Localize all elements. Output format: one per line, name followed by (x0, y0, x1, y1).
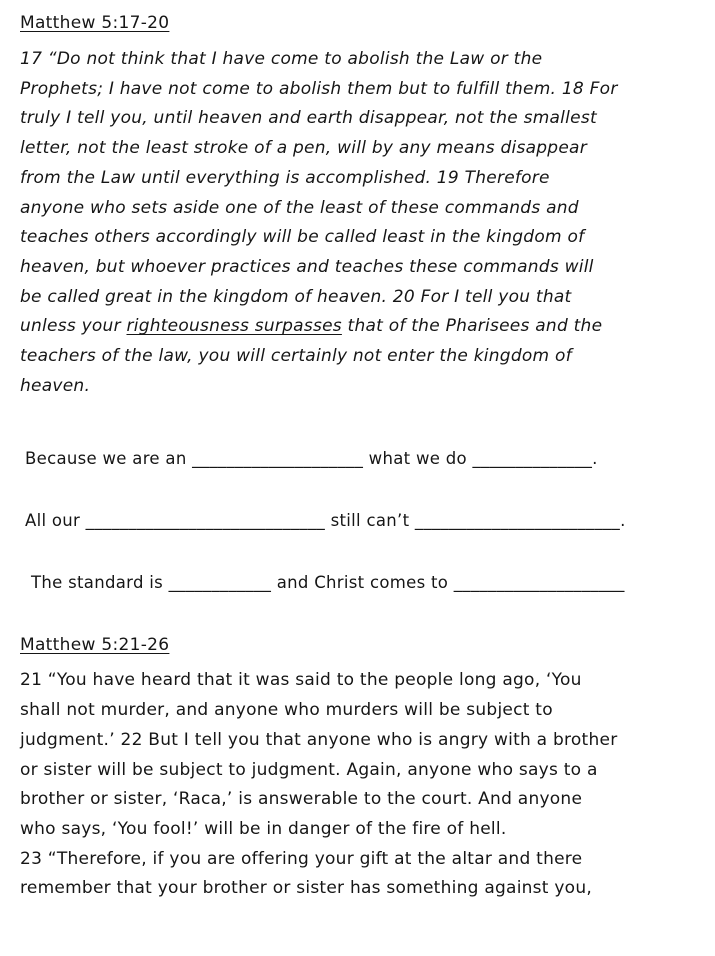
fill-in-the-blank-section (20, 448, 697, 594)
passage-line: shall not murder, and anyone who murders will be subject to (20, 700, 553, 721)
passage-heading-2: Matthew 5:21-26 (20, 635, 170, 656)
passage-line: letter, not the least stroke of a pen, will by any means disappear (20, 138, 587, 159)
passage-line: heaven, but whoever practices and teaches these commands will (20, 256, 594, 277)
passage-line: 17 “Do not think that I have come to abolish the Law or the (20, 49, 543, 69)
passage-text-1 (20, 45, 697, 401)
passage-heading-1: Matthew 5:17-20 (20, 13, 170, 33)
passage-line: be called great in the kingdom of heaven. 20 For I tell you that (20, 286, 572, 307)
passage-line: teaches others accordingly will be called least in the kingdom of (20, 227, 585, 248)
passage-line: or sister will be subject to judgment. Again, anyone who says to a (20, 759, 598, 780)
passage-line-emphasis (20, 312, 697, 342)
passage-line: 23 “Therefore, if you are offering your gift at the altar and there (20, 848, 583, 869)
fill-in-line-1: Because we are an ____________________ what we do ______________. (25, 449, 598, 469)
passage-line: Prophets; I have not come to abolish them but to fulfill them. 18 For (20, 78, 618, 99)
passage-line: remember that your brother or sister has something against you, (20, 878, 593, 899)
passage-line: heaven. (20, 375, 91, 396)
section-matthew-5-17-20 (20, 12, 697, 401)
underlined-phrase: righteousness surpasses (126, 316, 342, 337)
passage-text-2 (20, 666, 697, 904)
passage-line: brother or sister, ‘Raca,’ is answerable to the court. And anyone (20, 789, 583, 810)
passage-line: 21 “You have heard that it was said to the people long ago, ‘You (20, 670, 582, 691)
section-matthew-5-21-26 (20, 634, 697, 904)
fill-in-line-3: The standard is ____________ and Christ comes to ____________________ (31, 573, 625, 593)
passage-line: truly I tell you, until heaven and earth disappear, not the smallest (20, 108, 597, 129)
passage-line: judgment.’ 22 But I tell you that anyone who is angry with a brother (20, 729, 618, 750)
emphasis-pre-text: unless your (20, 316, 127, 337)
fill-in-line-2: All our ____________________________ still can’t ________________________. (25, 511, 626, 531)
passage-line: anyone who sets aside one of the least of these commands and (20, 197, 579, 218)
passage-line: teachers of the law, you will certainly not enter the kingdom of (20, 346, 572, 367)
passage-line: from the Law until everything is accomplished. 19 Therefore (20, 167, 550, 188)
passage-line: who says, ‘You fool!’ will be in danger of the fire of hell. (20, 818, 507, 839)
emphasis-post-text: that of the Pharisees and the (341, 316, 603, 337)
